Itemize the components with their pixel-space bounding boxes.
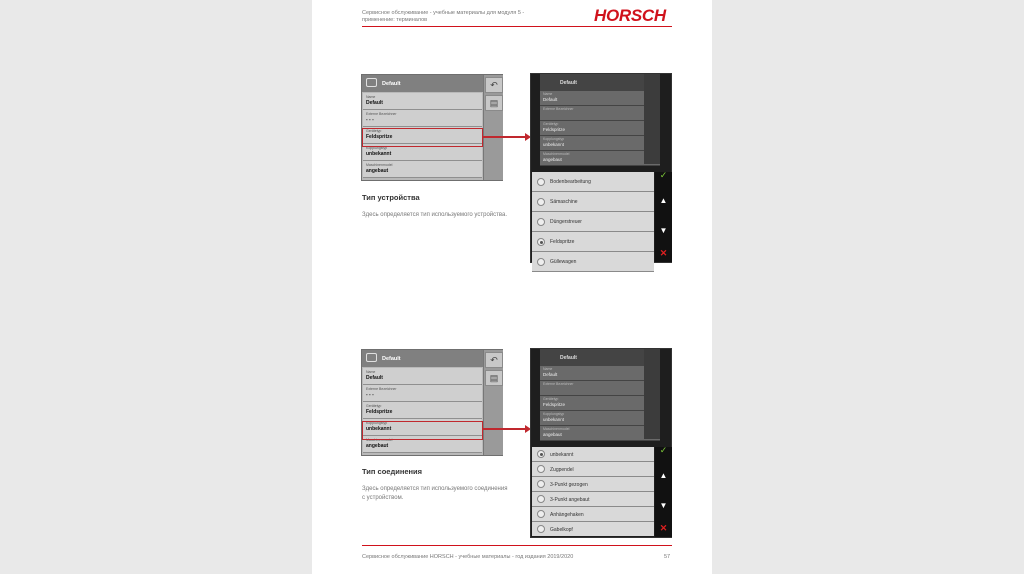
radio-icon[interactable]	[537, 198, 545, 206]
arrow-down-icon[interactable]: ▼	[659, 226, 668, 235]
terminal-background-window	[540, 349, 660, 439]
option-list	[532, 447, 654, 536]
list-item[interactable]: Externe Bezeichner - - -	[363, 110, 482, 127]
terminal-sidebar	[483, 350, 503, 455]
header-line-1: Сервисное обслуживание - учебные материалы для модуля 5 -	[362, 10, 525, 16]
list-item[interactable]: Gerätetyp Feldspritze	[363, 127, 482, 144]
list-item[interactable]: Name Default	[363, 368, 482, 385]
list-item: Gerätetyp Feldspritze	[540, 396, 660, 411]
terminal-screenshot-2-expanded	[530, 348, 672, 538]
terminal-sidebar	[483, 75, 503, 180]
terminal-title-bar	[362, 75, 483, 92]
horsch-logo: HORSCH	[594, 6, 666, 25]
arrow-up-icon[interactable]: ▲	[659, 471, 668, 480]
header-divider	[362, 26, 672, 27]
option-item[interactable]: 3-Punkt gezogen	[532, 477, 654, 492]
list-item[interactable]: Name Default	[363, 93, 482, 110]
radio-icon[interactable]	[537, 258, 545, 266]
page-number: 57	[664, 554, 671, 560]
profile-icon	[366, 78, 377, 87]
terminal-title: Default	[540, 74, 660, 91]
confirm-icon[interactable]: ✓	[659, 170, 668, 180]
section-description: Здесь определяется тип используемого соединения с устройством.	[362, 486, 508, 501]
footer-divider	[362, 545, 672, 546]
list-item: Externe Bezeichner	[540, 381, 660, 396]
option-item[interactable]: Sämaschine	[532, 192, 654, 212]
list-item[interactable]: Kopplungstyp unbekannt	[363, 419, 482, 436]
option-item[interactable]: Güllewagen	[532, 252, 654, 272]
option-list	[532, 172, 654, 272]
header-line-2: применение: терминалов	[362, 17, 428, 23]
terminal-title: Default	[540, 349, 660, 366]
terminal-title: Default	[382, 356, 401, 362]
list-item[interactable]: Maschinenmodel angebaut	[363, 161, 482, 178]
list-item: Kopplungstyp unbekannt	[540, 411, 660, 426]
radio-icon[interactable]	[537, 178, 545, 186]
arrow-down-icon[interactable]: ▼	[659, 501, 668, 510]
terminal-screenshot-2	[361, 349, 503, 456]
arrow-up-icon[interactable]: ▲	[659, 196, 668, 205]
list-item[interactable]: Kopplungstyp unbekannt	[363, 144, 482, 161]
save-icon[interactable]: ▤	[485, 95, 503, 111]
terminal-screenshot-1-expanded	[530, 73, 672, 263]
option-item[interactable]: unbekannt	[532, 447, 654, 462]
option-item[interactable]: Feldspritze	[532, 232, 654, 252]
highlight-box	[362, 128, 483, 147]
radio-icon[interactable]	[537, 218, 545, 226]
back-icon[interactable]: ↶	[485, 77, 503, 93]
radio-icon[interactable]	[537, 480, 545, 488]
radio-icon[interactable]	[537, 510, 545, 518]
option-item[interactable]: Anhängehaken	[532, 507, 654, 522]
terminal-background-window	[540, 74, 660, 164]
list-item: Kopplungstyp unbekannt	[540, 136, 660, 151]
list-item: Maschinenmodel angebaut	[540, 426, 660, 441]
terminal-title: Default	[382, 81, 401, 87]
section-title: Тип устройства	[362, 193, 420, 202]
radio-icon[interactable]	[537, 495, 545, 503]
radio-selected-icon[interactable]	[537, 238, 545, 246]
list-item: Name Default	[540, 366, 660, 381]
confirm-icon[interactable]: ✓	[659, 445, 668, 455]
cancel-icon[interactable]: ✕	[659, 523, 668, 533]
list-item[interactable]: Maschinenmodel angebaut	[363, 436, 482, 453]
option-item[interactable]: 3-Punkt angebaut	[532, 492, 654, 507]
arrow-connector	[483, 428, 527, 430]
cancel-icon[interactable]: ✕	[659, 248, 668, 258]
section-title: Тип соединения	[362, 467, 423, 476]
highlight-box	[362, 421, 483, 440]
back-icon[interactable]: ↶	[485, 352, 503, 368]
save-icon[interactable]: ▤	[485, 370, 503, 386]
profile-icon	[366, 353, 377, 362]
radio-icon[interactable]	[537, 525, 545, 533]
radio-selected-icon[interactable]	[537, 450, 545, 458]
footer-text: Сервисное обслуживание HORSCH - учебные материалы - год издания 2019/2020	[362, 554, 574, 560]
terminal-screenshot-1	[361, 74, 503, 181]
list-item: Gerätetyp Feldspritze	[540, 121, 660, 136]
option-item[interactable]: Düngerstreuer	[532, 212, 654, 232]
terminal-title-bar	[362, 350, 483, 367]
terminal-field-list	[363, 368, 482, 453]
header-text	[362, 10, 582, 24]
list-item: Name Default	[540, 91, 660, 106]
terminal-sidebar	[644, 74, 660, 164]
list-item: Externe Bezeichner	[540, 106, 660, 121]
option-item[interactable]: Zugpendel	[532, 462, 654, 477]
list-item: Maschinenmodel angebaut	[540, 151, 660, 166]
arrow-connector	[483, 136, 527, 138]
radio-icon[interactable]	[537, 465, 545, 473]
option-item[interactable]: Gabelkopf	[532, 522, 654, 536]
list-item[interactable]: Gerätetyp Feldspritze	[363, 402, 482, 419]
option-item[interactable]: Bodenbearbeitung	[532, 172, 654, 192]
terminal-sidebar	[644, 349, 660, 439]
section-description: Здесь определяется тип используемого устройства.	[362, 212, 508, 218]
list-item[interactable]: Externe Bezeichner - - -	[363, 385, 482, 402]
